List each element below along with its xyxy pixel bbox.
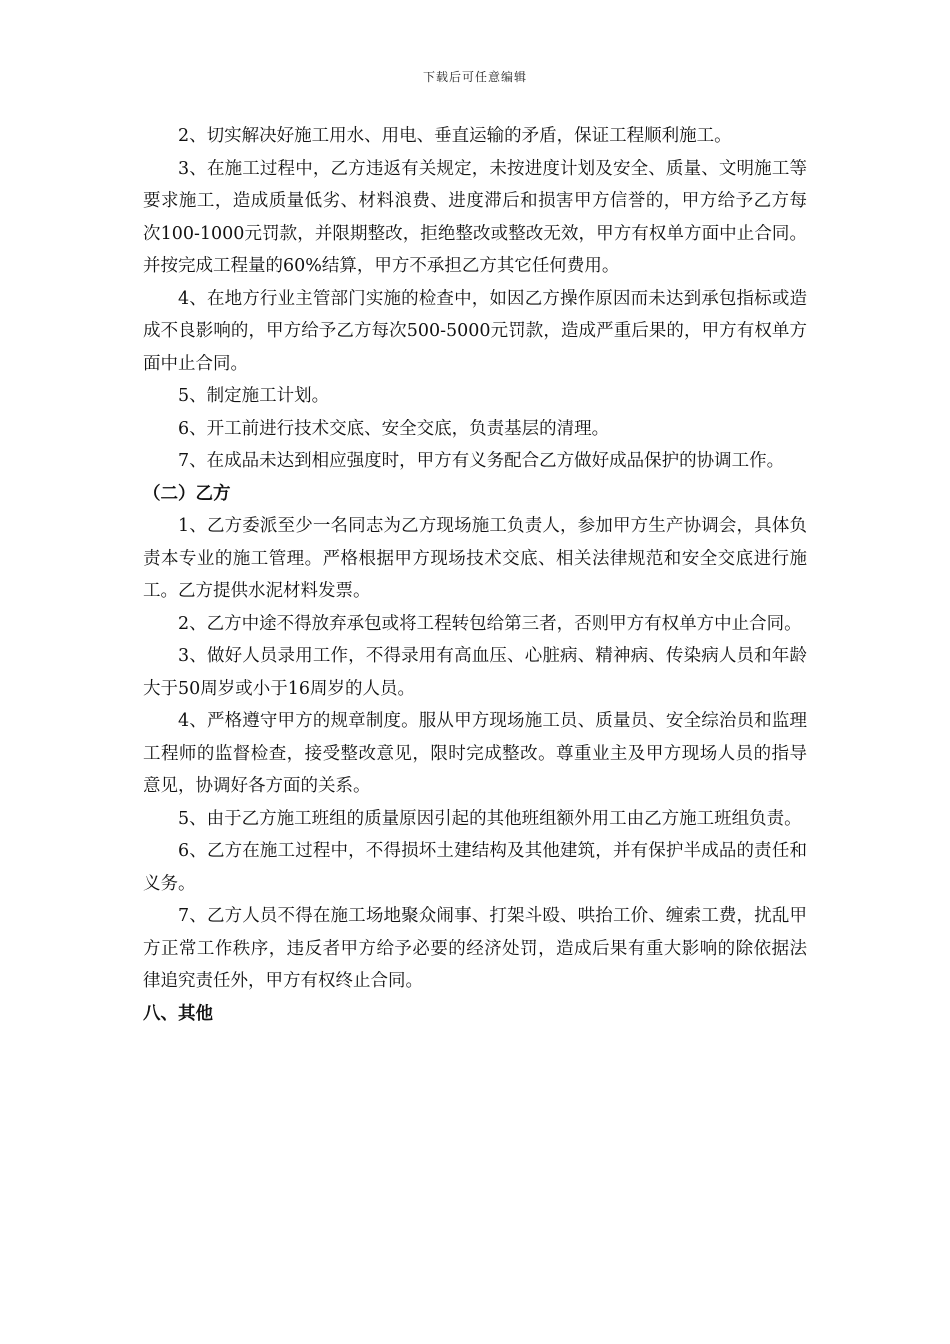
party-b-item-2: 2、乙方中途不得放弃承包或将工程转包给第三者，否则甲方有权单方中止合同。	[178, 613, 802, 634]
party-a-item-5: 5、制定施工计划。	[178, 386, 330, 406]
party-b-item-6: 6、乙方在施工过程中，不得损坏土建结构及其他建筑，并有保护半成品的责任和义务。	[143, 841, 807, 894]
party-a-item-7: 7、在成品未达到相应强度时，甲方有义务配合乙方做好成品保护的协调工作。	[178, 451, 785, 471]
section-heading-party-b: （二）乙方	[143, 483, 231, 504]
party-b-item-1: 1、乙方委派至少一名同志为乙方现场施工负责人，参加甲方生产协调会，具体负责本专业的施工管理。严格根据甲方现场技术交底、相关法律规范和安全交底进行施工。乙方提供水泥材料发票。	[143, 516, 807, 601]
party-b-item-5: 5、由于乙方施工班组的质量原因引起的其他班组额外用工由乙方施工班组负责。	[178, 808, 802, 829]
document-body	[143, 120, 807, 1030]
party-b-item-4: 4、严格遵守甲方的规章制度。服从甲方现场施工员、质量员、安全综治员和监理工程师的监督检查，接受整改意见，限时完成整改。尊重业主及甲方现场人员的指导意见，协调好各方面的关系。	[143, 711, 807, 796]
party-a-item-2: 2、切实解决好施工用水、用电、垂直运输的矛盾，保证工程顺利施工。	[178, 126, 732, 146]
page-header-note: 下载后可任意编辑	[422, 70, 527, 84]
party-b-item-7: 7、乙方人员不得在施工场地聚众闹事、打架斗殴、哄抬工价、缠索工费，扰乱甲方正常工作秩序，违反者甲方给予必要的经济处罚，造成后果有重大影响的除依据法律追究责任外，甲方有权终止合同。	[143, 906, 807, 991]
section-heading-other: 八、其他	[143, 1003, 213, 1024]
party-a-item-3: 3、在施工过程中，乙方违返有关规定，未按进度计划及安全、质量、文明施工等要求施工，造成质量低劣、材料浪费、进度滞后和损害甲方信誉的，甲方给予乙方每次100-1000元罚款，并限期整改，拒绝整改或整改无效，甲方有权单方面中止合同。并按完成工程量的60%结算，甲方不承担乙方其它任何费用。	[143, 158, 807, 276]
party-a-item-4: 4、在地方行业主管部门实施的检查中，如因乙方操作原因而未达到承包指标或造成不良影响的，甲方给予乙方每次500-5000元罚款，造成严重后果的，甲方有权单方面中止合同。	[143, 288, 807, 374]
party-a-item-6: 6、开工前进行技术交底、安全交底，负责基层的清理。	[178, 418, 610, 439]
party-b-item-3: 3、做好人员录用工作，不得录用有高血压、心脏病、精神病、传染病人员和年龄大于50周岁或小于16周岁的人员。	[143, 646, 807, 699]
